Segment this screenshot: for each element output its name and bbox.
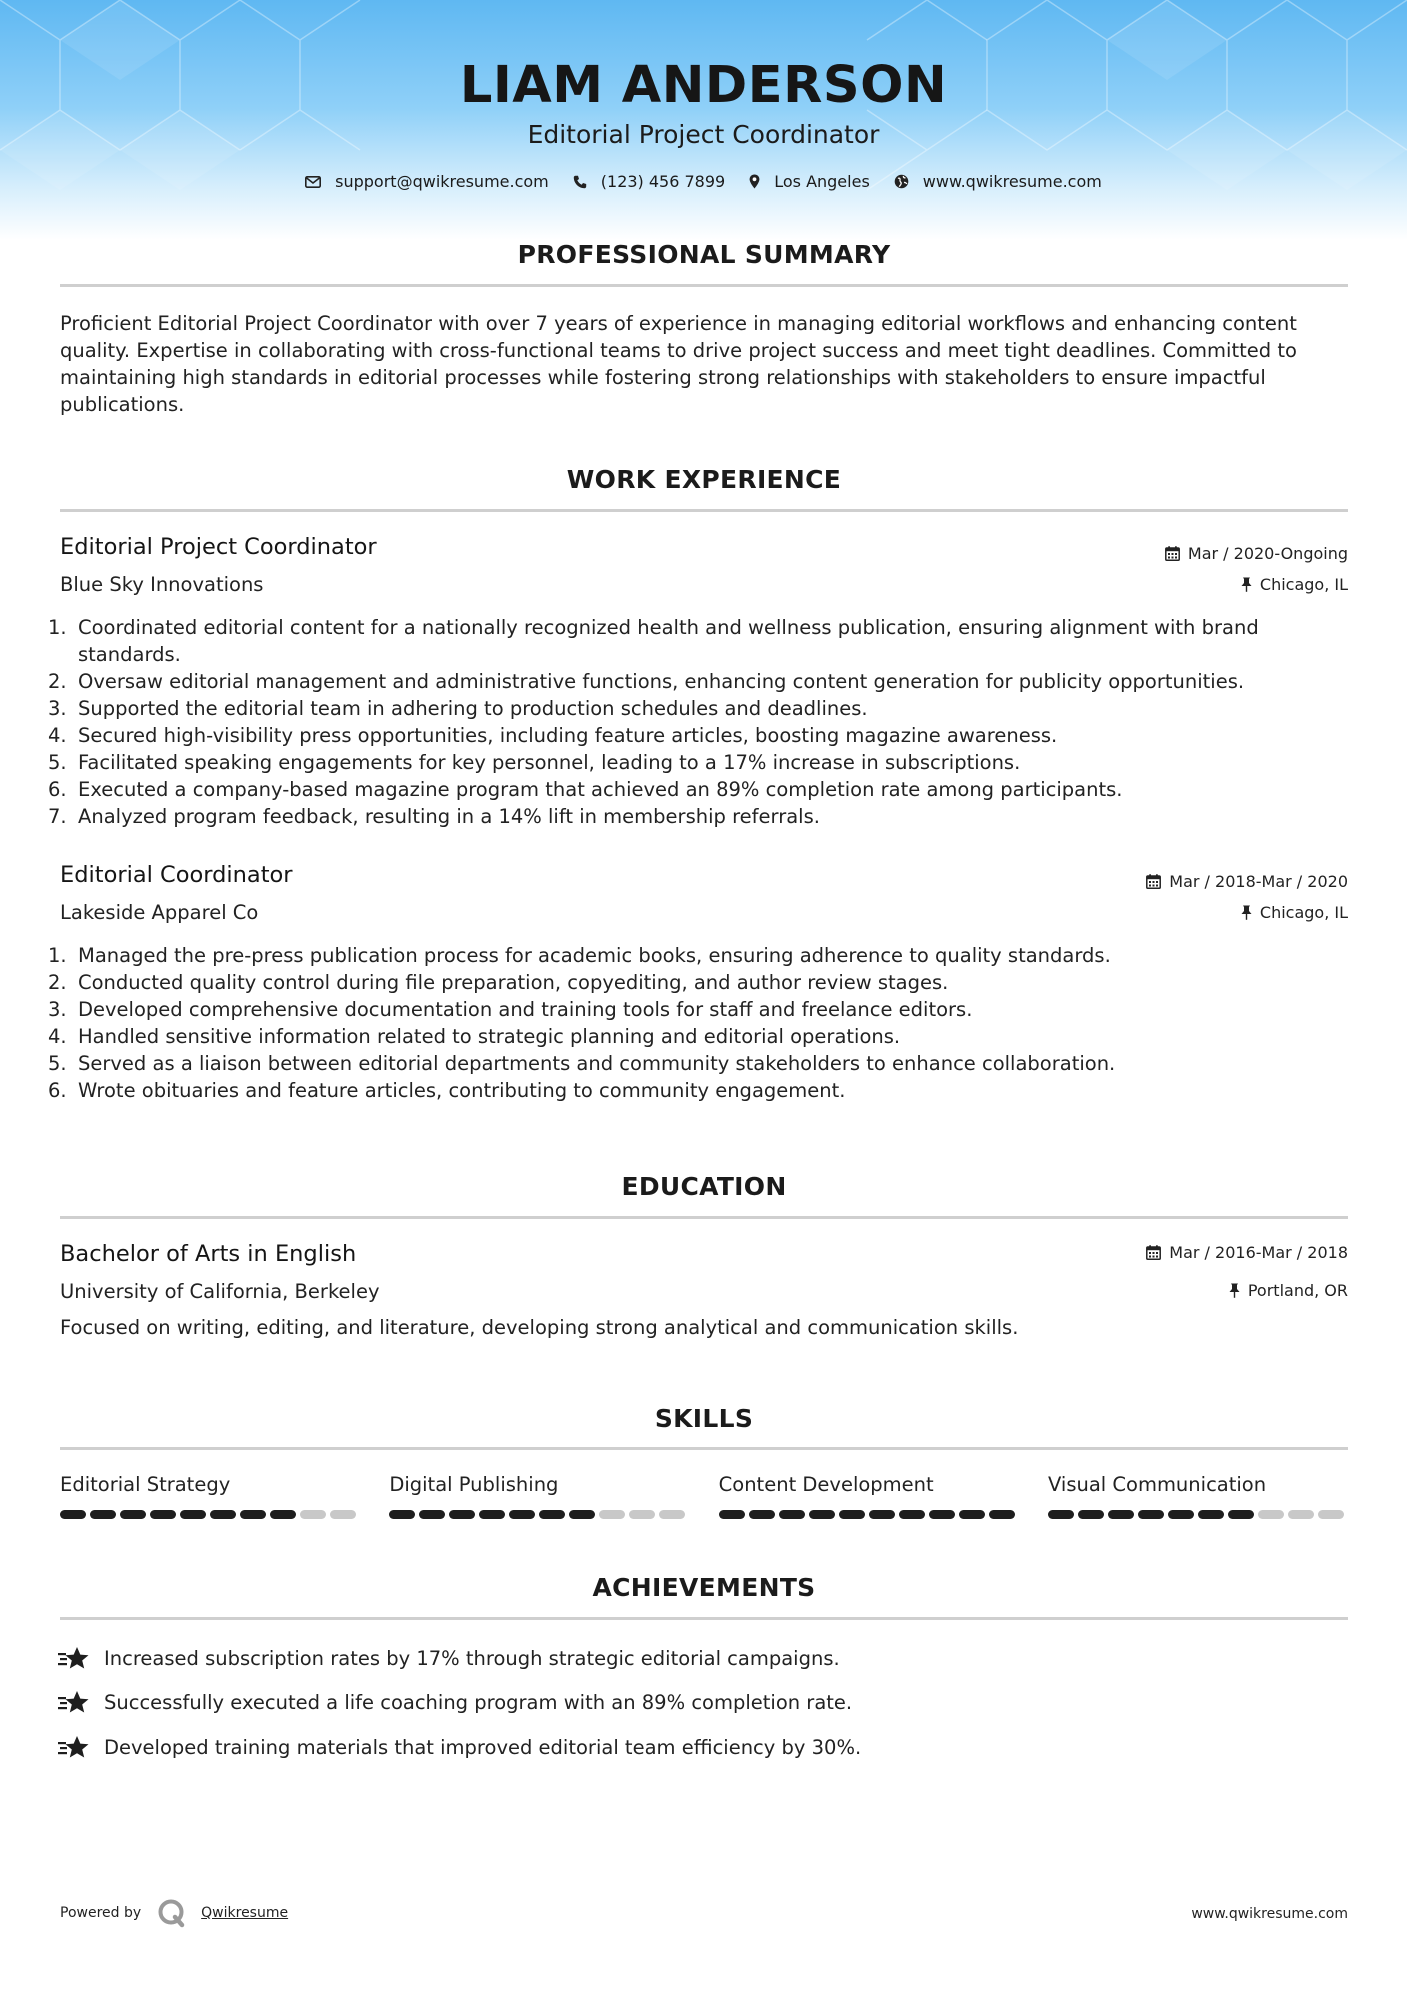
candidate-title: Editorial Project Coordinator [527, 120, 880, 149]
skill-segment-filled [270, 1510, 296, 1519]
job-title: Editorial Coordinator [60, 862, 293, 888]
job-bullets [48, 942, 1350, 1104]
skill-segment-filled [899, 1510, 925, 1519]
calendar-icon [1146, 874, 1161, 889]
list-item: 5. Facilitated speaking engagements for key personnel, leading to a 17% increase in subscriptions. [48, 751, 1021, 774]
phone-icon [573, 175, 587, 189]
skill-segment-filled [1048, 1510, 1074, 1519]
education-location [1229, 1281, 1348, 1300]
achievement-text: Increased subscription rates by 17% through strategic editorial campaigns. [104, 1646, 840, 1670]
skill-level-bar [719, 1510, 1019, 1519]
skill-segment-empty [1258, 1510, 1284, 1519]
achievements-divider [60, 1617, 1348, 1620]
skill-segment-filled [150, 1510, 176, 1519]
list-item: 6. Executed a company-based magazine program that achieved an 89% completion rate among participants. [48, 778, 1123, 801]
summary-divider [60, 284, 1348, 287]
list-item: 3. Supported the editorial team in adhering to production schedules and deadlines. [48, 697, 868, 720]
skill-segment-filled [449, 1510, 475, 1519]
skill-name: Visual Communication [1047, 1473, 1267, 1496]
skills-divider [60, 1447, 1348, 1450]
job-location [1241, 575, 1348, 594]
footer-website[interactable]: www.qwikresume.com [1191, 1906, 1348, 1922]
list-item: 5. Served as a liaison between editorial departments and community stakeholders to enhance collaboration. [48, 1052, 1116, 1075]
skill-segment-filled [989, 1510, 1015, 1519]
skill-segment-filled [959, 1510, 985, 1519]
skill-segment-filled [869, 1510, 895, 1519]
skill-segment-filled [60, 1510, 86, 1519]
list-item: 6. Wrote obituaries and feature articles, contributing to community engagement. [48, 1079, 846, 1102]
list-item: 7. Analyzed program feedback, resulting in a 14% lift in membership referrals. [48, 805, 820, 828]
achievement-item [58, 1735, 861, 1759]
skill-segment-filled [1138, 1510, 1164, 1519]
job-dates [1165, 544, 1348, 563]
contact-website[interactable] [894, 172, 1102, 191]
contact-bar [0, 172, 1407, 191]
list-item: 4. Handled sensitive information related to strategic planning and editorial operations. [48, 1025, 901, 1048]
pushpin-icon [1241, 905, 1252, 920]
skill-segment-filled [779, 1510, 805, 1519]
skill-item [389, 1473, 689, 1519]
job-company: Blue Sky Innovations [60, 573, 264, 596]
powered-by-label: Powered by [60, 1905, 142, 1921]
skill-segment-filled [240, 1510, 266, 1519]
skills-heading: SKILLS [654, 1404, 754, 1433]
achievements-heading: ACHIEVEMENTS [592, 1573, 816, 1602]
calendar-icon [1165, 546, 1180, 561]
skill-segment-filled [479, 1510, 505, 1519]
list-item: 3. Developed comprehensive documentation and training tools for staff and freelance editors. [48, 998, 973, 1021]
qwikresume-link[interactable]: Qwikresume [201, 1905, 289, 1921]
skill-name: Content Development [718, 1473, 934, 1496]
skill-item [719, 1473, 1019, 1519]
skill-segment-filled [1078, 1510, 1104, 1519]
job-bullets [48, 614, 1350, 830]
skill-segment-empty [300, 1510, 326, 1519]
list-item: 4. Secured high-visibility press opportunities, including feature articles, boosting magazine awareness. [48, 724, 1058, 747]
pushpin-icon [1241, 577, 1252, 592]
star-icon [58, 1646, 90, 1670]
email-text: support@qwikresume.com [335, 172, 549, 191]
contact-phone[interactable] [573, 172, 725, 191]
job-location [1241, 903, 1348, 922]
map-pin-icon [749, 174, 760, 189]
list-item: 1. Coordinated editorial content for a nationally recognized health and wellness publication, ensuring alignment with brand standards. [48, 616, 1259, 666]
skill-item [1048, 1473, 1348, 1519]
achievement-text: Successfully executed a life coaching program with an 89% completion rate. [104, 1690, 853, 1714]
skill-segment-filled [749, 1510, 775, 1519]
skill-name: Editorial Strategy [60, 1473, 231, 1496]
phone-text: (123) 456 7899 [600, 172, 726, 191]
envelope-icon [305, 176, 321, 188]
education-dates [1146, 1243, 1348, 1262]
degree-title: Bachelor of Arts in English [60, 1241, 357, 1267]
skill-segment-empty [1288, 1510, 1314, 1519]
candidate-name: LIAM ANDERSON [459, 56, 948, 115]
job-location-text: Chicago, IL [1259, 903, 1348, 922]
job-title: Editorial Project Coordinator [60, 534, 377, 560]
education-divider [60, 1216, 1348, 1219]
skill-segment-filled [1198, 1510, 1224, 1519]
skill-segment-empty [629, 1510, 655, 1519]
skill-segment-filled [210, 1510, 236, 1519]
pushpin-icon [1229, 1283, 1240, 1298]
location-text: Los Angeles [774, 172, 870, 191]
skill-level-bar [389, 1510, 689, 1519]
website-text: www.qwikresume.com [922, 172, 1102, 191]
experience-heading: WORK EXPERIENCE [566, 465, 842, 494]
job-dates [1146, 872, 1348, 891]
skill-item [60, 1473, 360, 1519]
skill-level-bar [1048, 1510, 1348, 1519]
skill-segment-filled [539, 1510, 565, 1519]
skill-segment-filled [120, 1510, 146, 1519]
skill-segment-filled [180, 1510, 206, 1519]
job-location-text: Chicago, IL [1259, 575, 1348, 594]
skill-segment-filled [419, 1510, 445, 1519]
qwikresume-logo-icon [157, 1898, 187, 1928]
school-name: University of California, Berkeley [60, 1280, 380, 1303]
experience-divider [60, 509, 1348, 512]
contact-email[interactable] [305, 172, 549, 191]
education-heading: EDUCATION [621, 1172, 787, 1201]
star-icon [58, 1690, 90, 1714]
skill-name: Digital Publishing [389, 1473, 559, 1496]
skill-segment-empty [330, 1510, 356, 1519]
skills-list [60, 1473, 1348, 1519]
contact-location [749, 172, 870, 191]
skill-segment-filled [1168, 1510, 1194, 1519]
summary-heading: PROFESSIONAL SUMMARY [517, 240, 891, 269]
education-dates-text: Mar / 2016-Mar / 2018 [1169, 1243, 1348, 1262]
list-item: 2. Oversaw editorial management and administrative functions, enhancing content generation for publicity opportunities. [48, 670, 1245, 693]
list-item: 1. Managed the pre-press publication process for academic books, ensuring adherence to quality standards. [48, 944, 1111, 967]
job-dates-text: Mar / 2020-Ongoing [1187, 544, 1348, 563]
skill-segment-filled [1228, 1510, 1254, 1519]
calendar-icon [1146, 1245, 1161, 1260]
achievement-text: Developed training materials that improved editorial team efficiency by 30%. [104, 1735, 862, 1759]
achievement-item [58, 1646, 840, 1670]
skill-segment-filled [569, 1510, 595, 1519]
skill-segment-empty [659, 1510, 685, 1519]
skill-level-bar [60, 1510, 360, 1519]
skill-segment-filled [389, 1510, 415, 1519]
education-location-text: Portland, OR [1247, 1281, 1348, 1300]
skill-segment-filled [929, 1510, 955, 1519]
education-description: Focused on writing, editing, and literature, developing strong analytical and communication skills. [60, 1316, 1019, 1339]
job-company: Lakeside Apparel Co [60, 901, 259, 924]
summary-text: Proficient Editorial Project Coordinator with over 7 years of experience in managing editorial workflows and enhancing content quality. Expertise in collaborating with cross-functional teams to drive project success and meet tight deadlines. Committed to maintaining high standards in editorial processes while fostering strong relationships with stakeholders to ensure impactful publications. [60, 312, 1297, 416]
skill-segment-filled [1108, 1510, 1134, 1519]
skill-segment-filled [839, 1510, 865, 1519]
job-dates-text: Mar / 2018-Mar / 2020 [1169, 872, 1348, 891]
skill-segment-filled [719, 1510, 745, 1519]
footer-branding [60, 1898, 288, 1928]
skill-segment-filled [809, 1510, 835, 1519]
skill-segment-filled [90, 1510, 116, 1519]
skill-segment-empty [599, 1510, 625, 1519]
skill-segment-filled [509, 1510, 535, 1519]
skill-segment-empty [1318, 1510, 1344, 1519]
list-item: 2. Conducted quality control during file preparation, copyediting, and author review stages. [48, 971, 949, 994]
globe-icon [894, 174, 909, 189]
achievement-item [58, 1690, 852, 1714]
star-icon [58, 1735, 90, 1759]
